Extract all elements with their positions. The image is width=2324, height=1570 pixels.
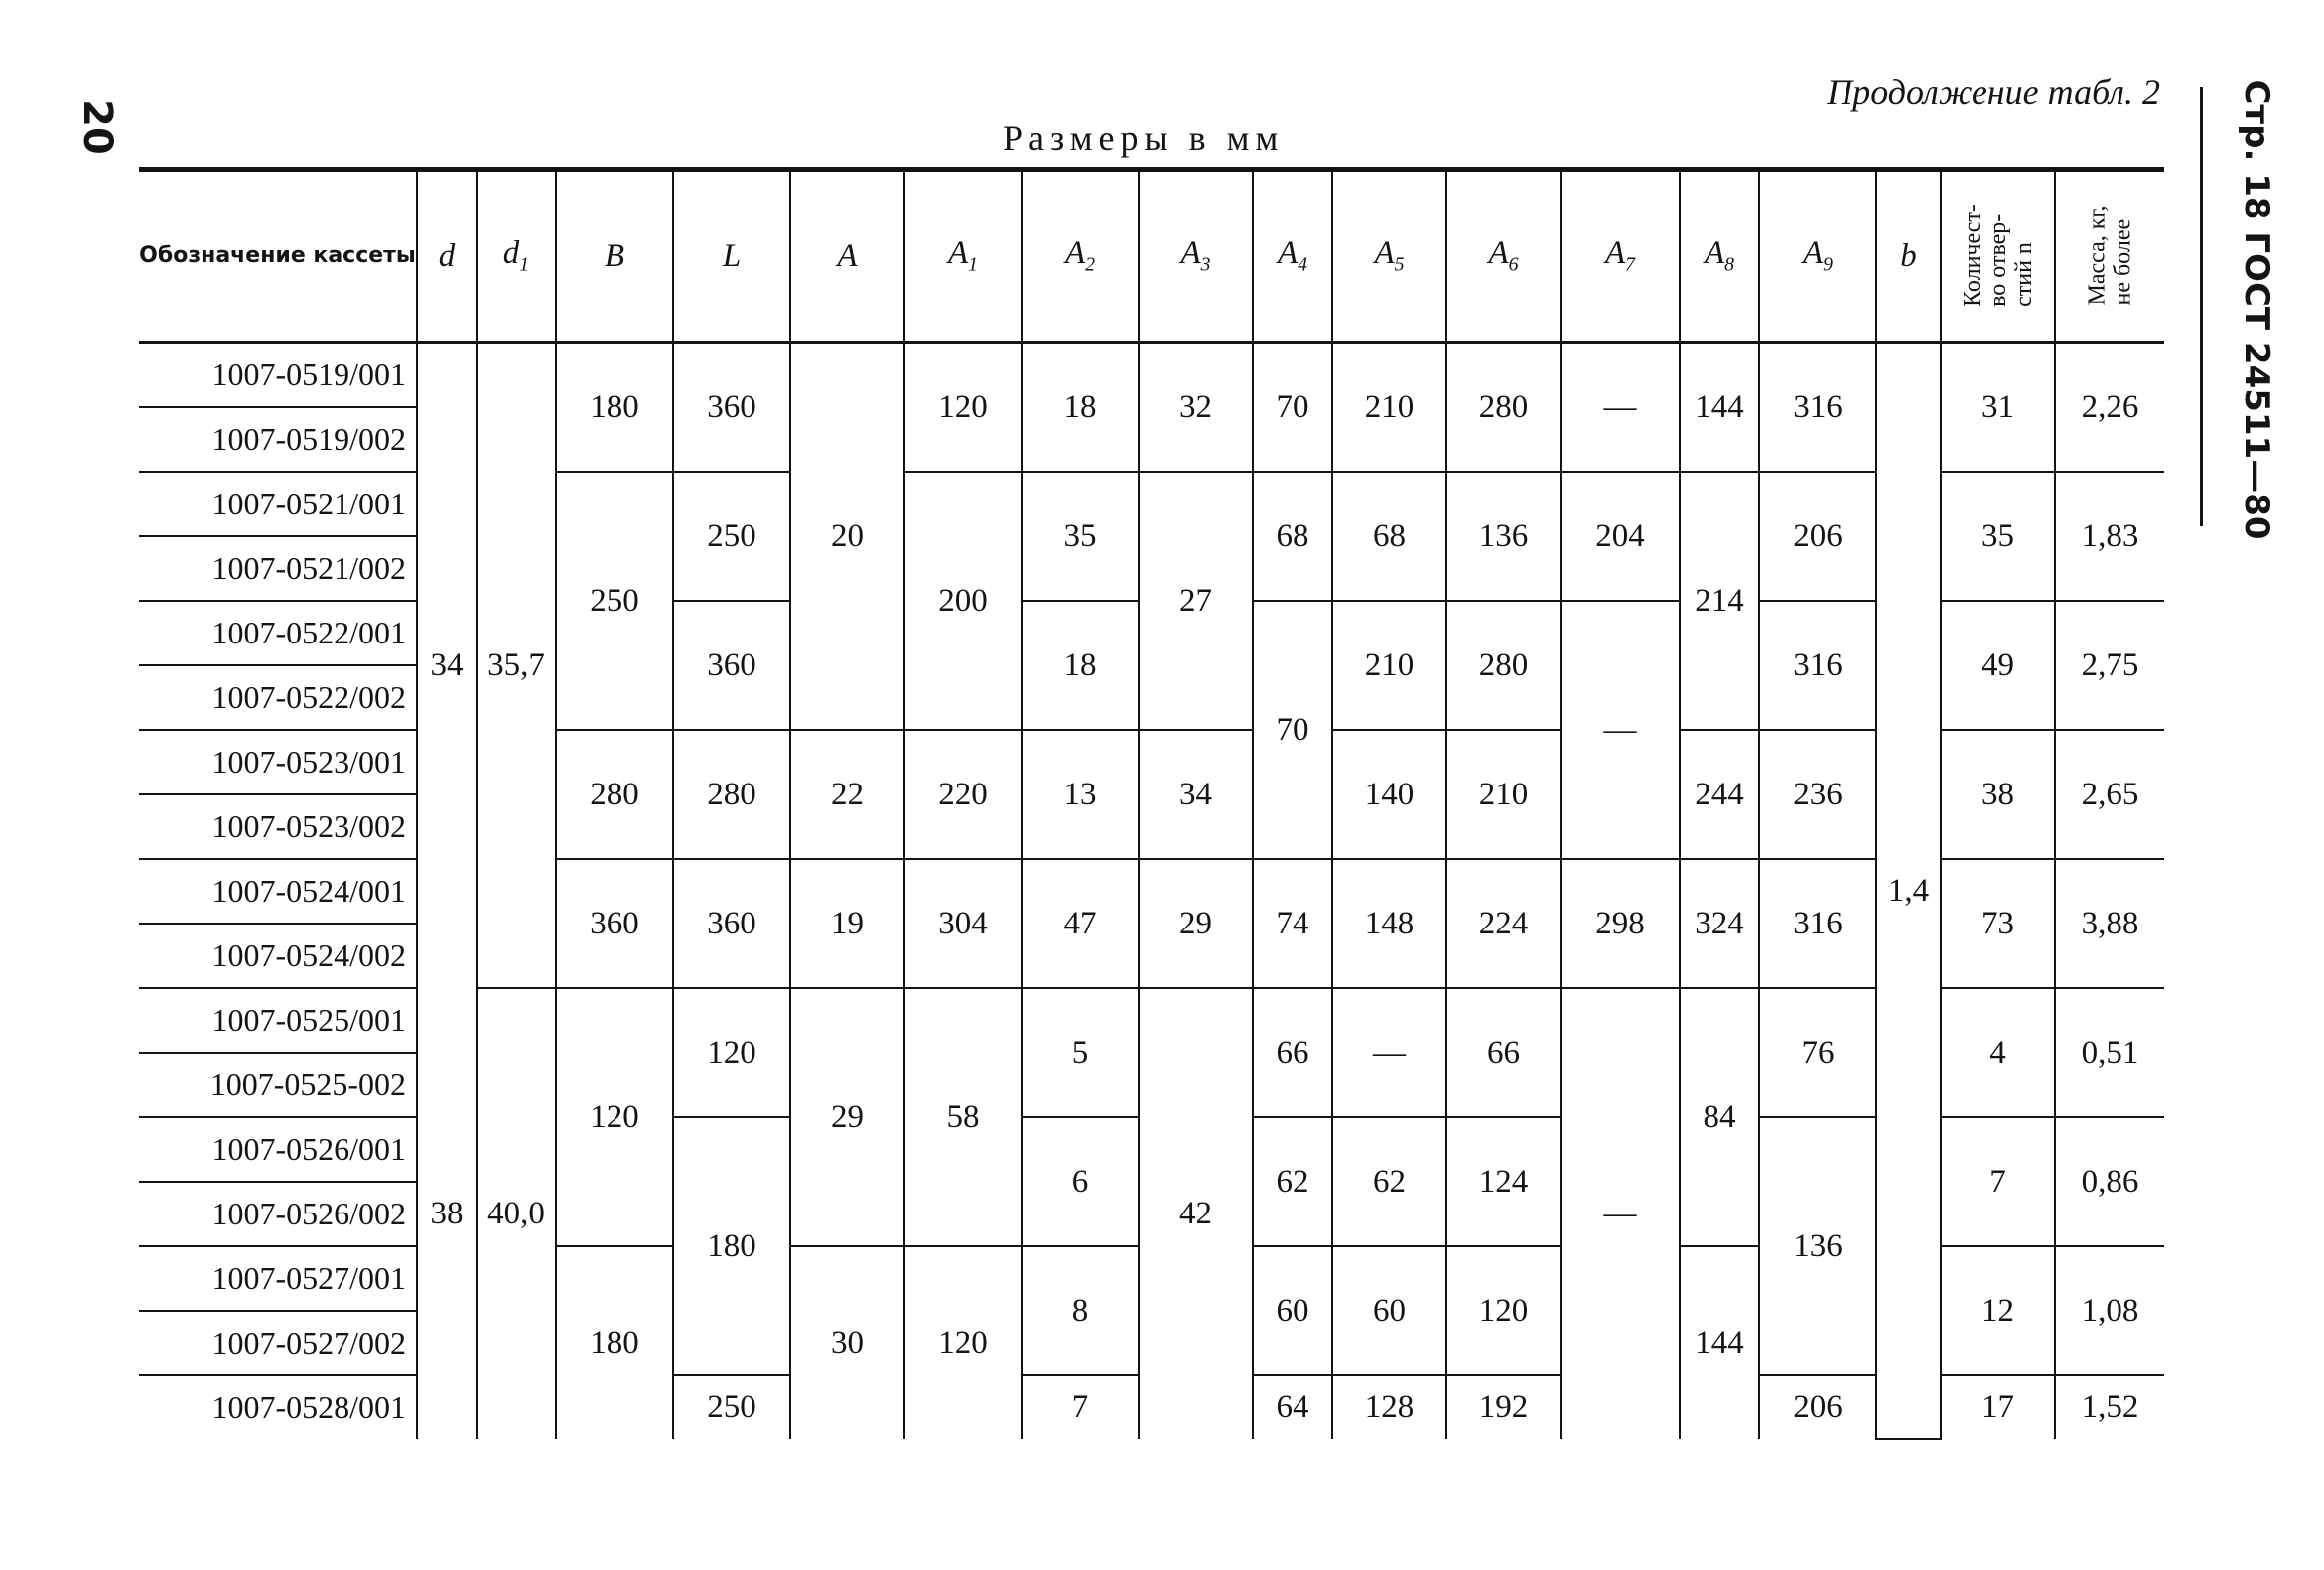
cell-l: 180 [673,1117,790,1375]
cell-d: 34 [417,343,477,989]
cell-d1: 40,0 [477,988,556,1439]
cell-a2: 18 [1022,601,1139,730]
cell-holes: 4 [1941,988,2055,1117]
cell-a9: 206 [1759,472,1876,601]
cell-a9: 316 [1759,859,1876,988]
header-a1: $A_1$ [904,170,1022,343]
cell-b-upper: 280 [556,730,673,859]
cell-a4: 60 [1253,1246,1332,1375]
cell-a6: 66 [1446,988,1561,1117]
header-a7: $A_7$ [1561,170,1680,343]
cell-a5: 68 [1332,472,1446,601]
cell-a3: 27 [1139,472,1253,730]
cell-a6: 210 [1446,730,1561,859]
cell-a4: 66 [1253,988,1332,1117]
cell-l: 250 [673,1375,790,1439]
cell-mass: 2,26 [2055,343,2164,473]
cell-a5: 60 [1332,1246,1446,1375]
cell-a4: 68 [1253,472,1332,601]
cell-a8: 324 [1680,859,1759,988]
cell-code: 1007-0524/001 [139,859,417,924]
cell-code: 1007-0528/001 [211,1389,406,1425]
cell-a5: — [1332,988,1446,1117]
table-continuation-caption: Продолжение табл. 2 [1827,72,2160,112]
table-row [139,988,2164,1053]
cell-b: 1,4 [1876,343,1941,1440]
dimension-table-container [139,167,2164,1440]
cell-mass: 2,65 [2055,730,2164,859]
cell-a7: — [1561,988,1680,1439]
cell-l: 280 [673,730,790,859]
cell-code: 1007-0521/002 [139,536,417,601]
cell-mass: 0,51 [2055,988,2164,1117]
cell-a8: 144 [1680,343,1759,473]
cell-l: 250 [673,472,790,601]
cell-a2: 5 [1022,988,1139,1117]
cell-a7: — [1561,343,1680,473]
header-designation: Обозначение кассеты [139,170,417,343]
cell-mass: 3,88 [2055,859,2164,988]
cell-a4: 74 [1253,859,1332,988]
cell-a: 20 [790,343,904,731]
cell-b-upper: 180 [556,1246,673,1439]
header-holes-text: Количест- во отвер- стий n [1959,203,2037,307]
cell-b-upper: 250 [556,472,673,730]
cell-a5: 62 [1332,1117,1446,1246]
cell-code: 1007-0519/002 [139,407,417,472]
table-row [139,343,2164,408]
cell-a9: 236 [1759,730,1876,859]
dimension-table [139,167,2164,1440]
cell-code: 1007-0525-002 [139,1053,417,1117]
cell-code: 1007-0525/001 [139,988,417,1053]
cell-a: 22 [790,730,904,859]
cell-a: 19 [790,859,904,988]
cell-a8: 144 [1680,1246,1759,1439]
cell-a2: 35 [1022,472,1139,601]
cell-a6: 224 [1446,859,1561,988]
cell-a1: 120 [904,1246,1022,1439]
cell-l: 360 [673,859,790,988]
cell-a5: 140 [1332,730,1446,859]
cell-mass: 1,52 [2055,1375,2164,1439]
cell-a9: 136 [1759,1117,1876,1375]
cell-b-upper: 120 [556,988,673,1246]
cell-a6: 120 [1446,1246,1561,1375]
cell-a6: 136 [1446,472,1561,601]
cell-a8: 84 [1680,988,1759,1246]
cell-a6: 280 [1446,343,1561,473]
side-header [2227,79,2286,540]
cell-holes: 38 [1941,730,2055,859]
cell-a2: 7 [1022,1375,1139,1439]
cell-a4: 70 [1253,343,1332,473]
cell-a3: 42 [1139,988,1253,1439]
header-b-upper: B [556,170,673,343]
cell-code: 1007-0523/001 [139,730,417,794]
header-holes-count [1941,170,2055,343]
cell-a1: 220 [904,730,1022,859]
cell-mass: 2,75 [2055,601,2164,730]
header-d: d [417,170,477,343]
side-header-text: Стр. 18 ГОСТ 24511—80 [2237,79,2276,540]
header-a4: $A_4$ [1253,170,1332,343]
header-a2: $A_2$ [1022,170,1139,343]
cell-a1: 200 [904,472,1022,730]
cell-code: 1007-0524/002 [139,924,417,988]
cell-a2: 18 [1022,343,1139,473]
cell-d1: 35,7 [477,343,556,989]
cell-holes: 35 [1941,472,2055,601]
page-number: 20 [73,99,120,155]
cell-code: 1007-0526/002 [139,1182,417,1246]
cell-code: 1007-0526/001 [139,1117,417,1182]
cell-a3: 34 [1139,730,1253,859]
cell-code: 1007-0527/002 [139,1311,417,1375]
header-a5: $A_5$ [1332,170,1446,343]
cell-a3: 29 [1139,859,1253,988]
cell-a4: 70 [1253,601,1332,859]
header-b: b [1876,170,1941,343]
cell-a6: 124 [1446,1117,1561,1246]
header-a: A [790,170,904,343]
cell-holes: 12 [1941,1246,2055,1375]
cell-a9: 316 [1759,343,1876,473]
cell-a9: 206 [1759,1375,1876,1439]
cell-a1: 304 [904,859,1022,988]
cell-holes: 49 [1941,601,2055,730]
header-a3: $A_3$ [1139,170,1253,343]
cell-a7: 204 [1561,472,1680,601]
cell-b-upper: 360 [556,859,673,988]
cell-l: 360 [673,343,790,473]
header-l: L [673,170,790,343]
cell-a5: 210 [1332,601,1446,730]
cell-code: 1007-0522/001 [139,601,417,665]
cell-a5: 210 [1332,343,1446,473]
cell-a: 30 [790,1246,904,1439]
header-mass [2055,170,2164,343]
cell-a1: 58 [904,988,1022,1246]
cell-holes: 31 [1941,343,2055,473]
header-a8: $A_8$ [1680,170,1759,343]
cell-a6: 192 [1446,1375,1561,1439]
cell-a8: 244 [1680,730,1759,859]
cell-a5: 148 [1332,859,1446,988]
cell-code: 1007-0523/002 [139,794,417,859]
cell-mass: 0,86 [2055,1117,2164,1246]
cell-a4: 64 [1253,1375,1332,1439]
cell-l: 360 [673,601,790,730]
cell-a7: — [1561,601,1680,859]
cell-a: 29 [790,988,904,1246]
cell-a3: 32 [1139,343,1253,473]
cell-mass: 1,08 [2055,1246,2164,1375]
cell-code: 1007-0521/001 [139,472,417,536]
cell-holes: 7 [1941,1117,2055,1246]
header-a6: $A_6$ [1446,170,1561,343]
cell-d: 38 [417,988,477,1439]
cell-a2: 6 [1022,1117,1139,1246]
cell-a6: 280 [1446,601,1561,730]
cell-a2: 8 [1022,1246,1139,1375]
cell-code: 1007-0522/002 [139,665,417,730]
cell-a9: 76 [1759,988,1876,1117]
cell-a9: 316 [1759,601,1876,730]
cell-a2: 47 [1022,859,1139,988]
cell-code: 1007-0527/001 [139,1246,417,1311]
header-mass-text: Масса, кг, не более [2084,204,2136,306]
cell-a4: 62 [1253,1117,1332,1246]
side-rule [2200,87,2203,526]
cell-holes: 73 [1941,859,2055,988]
cell-mass: 1,83 [2055,472,2164,601]
cell-b-upper: 180 [556,343,673,473]
cell-a1: 120 [904,343,1022,473]
cell-l: 120 [673,988,790,1117]
units-caption: Размеры в мм [1003,118,1285,158]
header-row [139,170,2164,343]
cell-code: 1007-0519/001 [139,343,417,408]
cell-a7: 298 [1561,859,1680,988]
header-a9: $A_9$ [1759,170,1876,343]
cell-holes: 17 [1941,1375,2055,1439]
header-d1: $d_1$ [477,170,556,343]
cell-a2: 13 [1022,730,1139,859]
cell-a8: 214 [1680,472,1759,730]
cell-a5: 128 [1332,1375,1446,1439]
